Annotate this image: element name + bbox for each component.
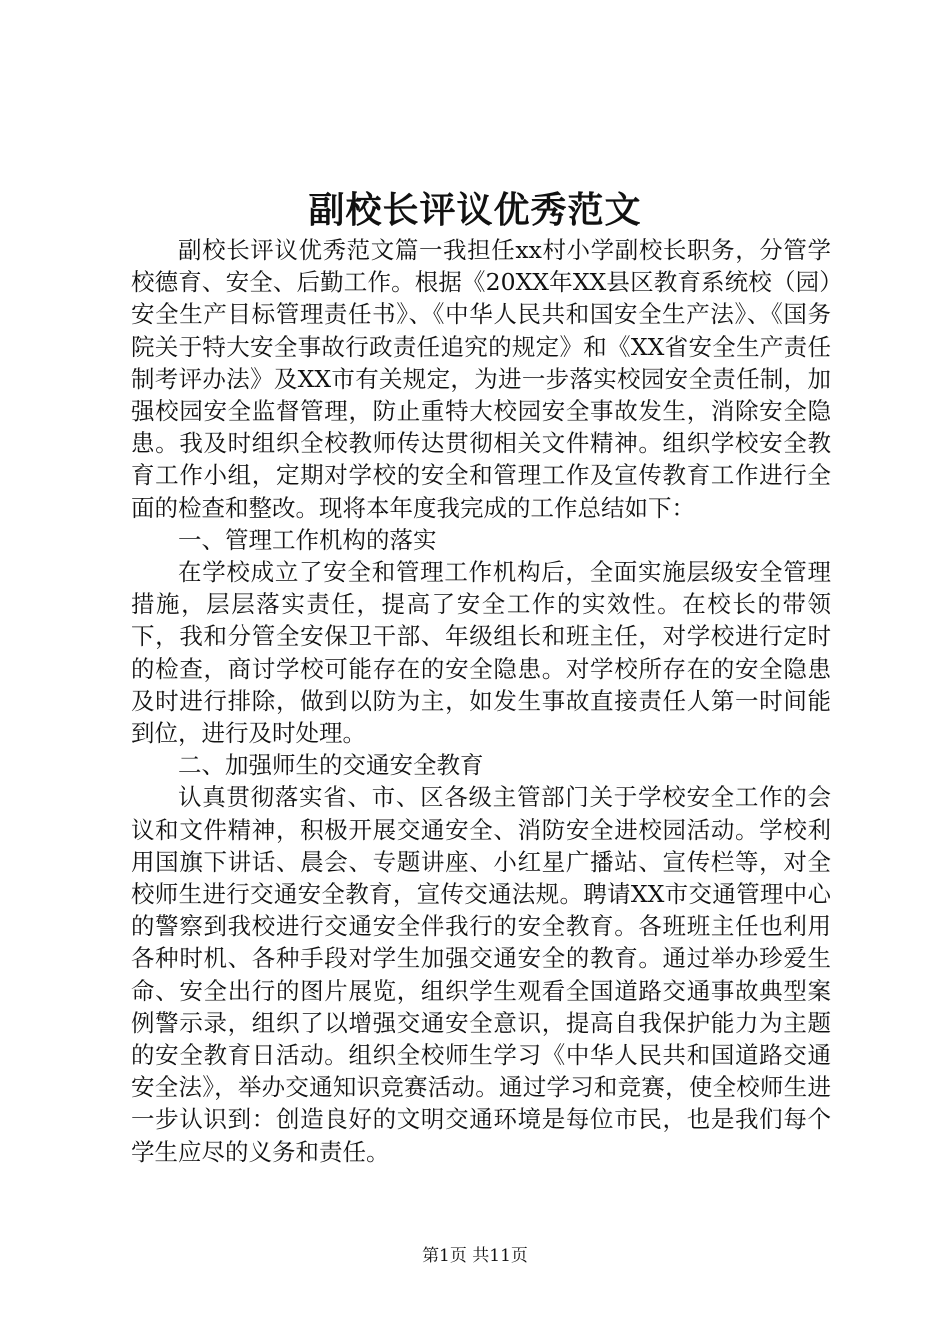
- body-paragraph: 副校长评议优秀范文篇一我担任xx村小学副校长职务，分管学校德育、安全、后勤工作。根据《20XX年XX县区教育系统校（园）安全生产目标管理责任书》、《中华人民共和国安全生产法》、《国务院关于特大安全事故行政责任追究的规定》和《XX省安全生产责任制考评办法》及XX市有关规定，为进一步落实校园安全责任制，加强校园安全监督管理，防止重特大校园安全事故发生，消除安全隐患。我及时组织全校教师传达贯彻相关文件精神。组织学校安全教育工作小组，定期对学校的安全和管理工作及宣传教育工作进行全面的检查和整改。现将本年度我完成的工作总结如下：: [131, 236, 831, 522]
- section-heading: 一、管理工作机构的落实: [178, 525, 437, 554]
- body-paragraph: 在学校成立了安全和管理工作机构后，全面实施层级安全管理措施，层层落实责任，提高了安全工作的实效性。在校长的带领下，我和分管全安保卫干部、年级组长和班主任，对学校进行定时的检查，商讨学校可能存在的安全隐患。对学校所存在的安全隐患及时进行排除，做到以防为主，如发生事故直接责任人第一时间能到位，进行及时处理。: [131, 558, 831, 748]
- document-body: [131, 234, 831, 1168]
- page-footer: 第1页 共11页: [422, 1246, 528, 1266]
- body-paragraph: 认真贯彻落实省、市、区各级主管部门关于学校安全工作的会议和文件精神，积极开展交通安全、消防安全进校园活动。学校利用国旗下讲话、晨会、专题讲座、小红星广播站、宣传栏等，对全校师生进行交通安全教育，宣传交通法规。聘请XX市交通管理中心的警察到我校进行交通安全伴我行的安全教育。各班班主任也利用各种时机、各种手段对学生加强交通安全的教育。通过举办珍爱生命、安全出行的图片展览，组织学生观看全国道路交通事故典型案例警示录，组织了以增强交通安全意识，提高自我保护能力为主题的安全教育日活动。组织全校师生学习《中华人民共和国道路交通安全法》，举办交通知识竞赛活动。通过学习和竞赛，使全校师生进一步认识到：创造良好的文明交通环境是每位市民，也是我们每个学生应尽的义务和责任。: [131, 783, 831, 1166]
- section-heading: 二、加强师生的交通安全教育: [178, 751, 484, 780]
- document-title: 副校长评议优秀范文: [308, 189, 642, 231]
